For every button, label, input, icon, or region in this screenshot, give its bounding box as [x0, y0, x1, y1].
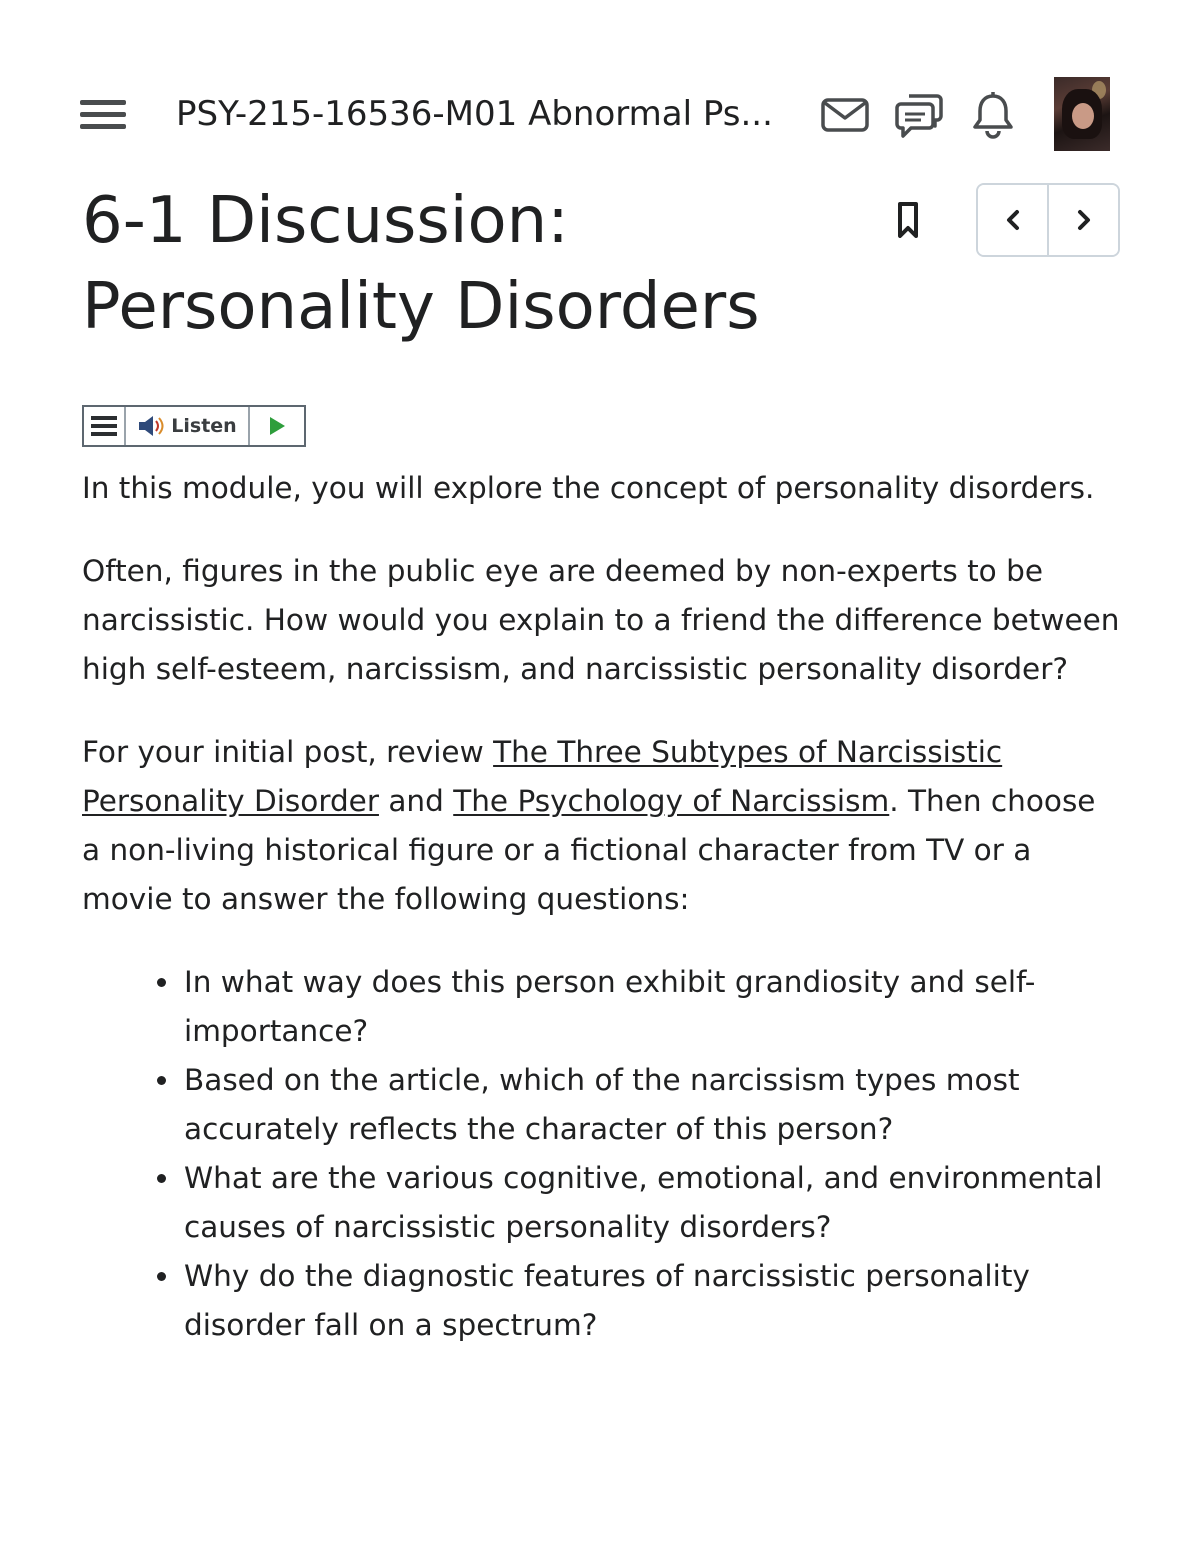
bell-icon[interactable] — [966, 88, 1020, 142]
mail-icon[interactable] — [818, 88, 872, 142]
course-title[interactable]: PSY-215-16536-M01 Abnormal Ps... — [176, 94, 773, 134]
listen-menu-button[interactable] — [84, 407, 126, 445]
page-title-line1: 6-1 Discussion: — [82, 184, 569, 258]
previous-button[interactable] — [978, 185, 1047, 255]
hamburger-menu-icon[interactable] — [80, 100, 128, 132]
chat-bubbles-icon[interactable] — [892, 88, 946, 142]
listen-button[interactable] — [126, 407, 250, 445]
list-item: • Why do the diagnostic features of narcissistic personality disorder fall on a spectrum? — [182, 1252, 1122, 1350]
user-avatar[interactable] — [1054, 77, 1110, 151]
play-button[interactable] — [250, 407, 304, 445]
list-item: • In what way does this person exhibit grandiosity and self-importance? — [182, 958, 1122, 1056]
next-button[interactable] — [1047, 185, 1118, 255]
instructions-text-start: For your initial post, review — [82, 735, 494, 769]
question-paragraph: Often, figures in the public eye are deemed by non-experts to be narcissistic. How would you explain to a friend the difference between high self-esteem, narcissism, and narcissistic personality disorder? — [82, 554, 1120, 686]
top-navbar — [0, 70, 1200, 160]
speaker-icon — [137, 415, 165, 437]
questions-list — [82, 958, 1122, 1350]
link-psychology-of-narcissism[interactable]: The Psychology of Narcissism — [453, 784, 890, 818]
list-item: • What are the various cognitive, emotional, and environmental causes of narcissistic personality disorders? — [182, 1154, 1122, 1252]
discussion-description — [82, 464, 1122, 1350]
list-menu-icon — [91, 416, 117, 436]
chevron-right-icon — [1076, 209, 1092, 231]
instructions-text-end: . Then choose a non-living historical figure or a fictional character from TV or a movie to answer the following questions: — [82, 784, 1096, 916]
bookmark-icon[interactable] — [892, 198, 924, 242]
instructions-paragraph — [82, 728, 1122, 924]
list-item: • Based on the article, which of the narcissism types most accurately reflects the character of this person? — [182, 1056, 1122, 1154]
page-title-line2: Personality Disorders — [82, 270, 760, 344]
play-icon — [268, 416, 286, 436]
page-title — [82, 178, 842, 350]
chevron-left-icon — [1005, 209, 1021, 231]
intro-paragraph: In this module, you will explore the concept of personality disorders. — [82, 471, 1095, 505]
listen-label: Listen — [171, 415, 237, 437]
listen-toolbar — [82, 405, 306, 447]
instructions-text-middle: and — [378, 784, 454, 818]
link-three-subtypes[interactable]: The Three Subtypes of Narcissistic Personality Disorder — [82, 735, 1003, 818]
topic-pager — [976, 183, 1120, 257]
